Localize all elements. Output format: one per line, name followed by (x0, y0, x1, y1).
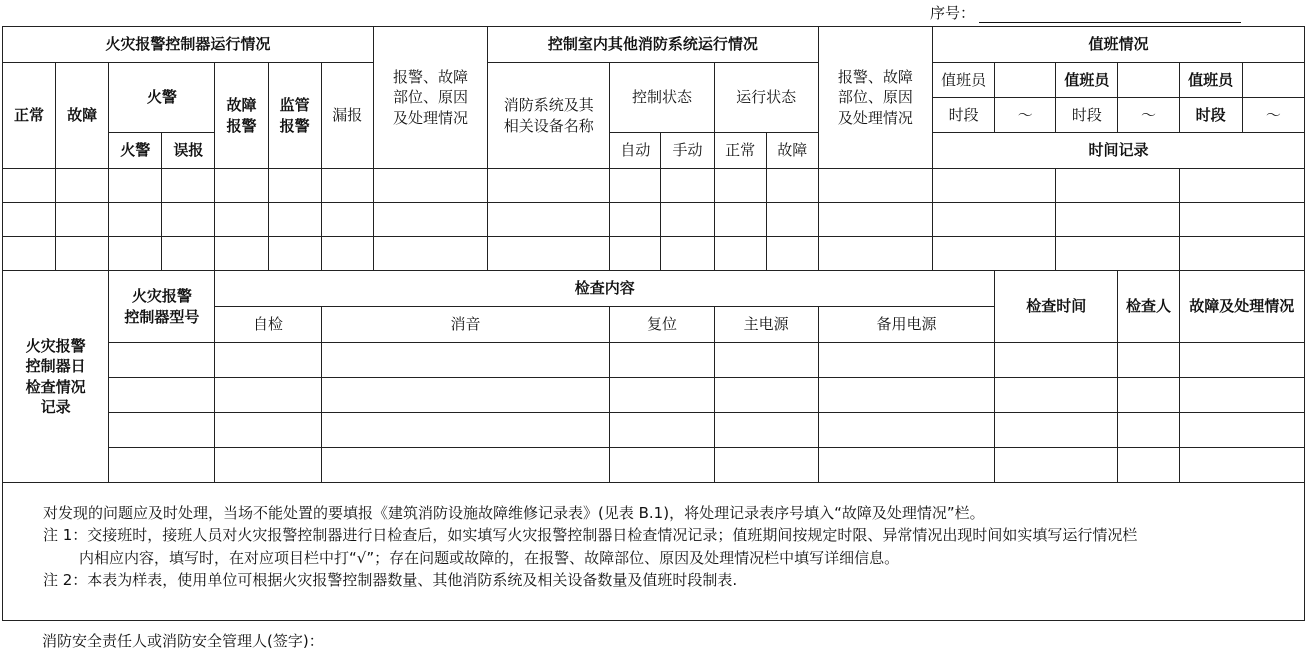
table-cell[interactable] (1179, 448, 1304, 483)
table-cell[interactable] (818, 203, 932, 237)
table-cell[interactable] (818, 413, 994, 448)
table-cell[interactable] (109, 203, 162, 237)
table-cell[interactable] (818, 448, 994, 483)
table-cell[interactable] (215, 203, 268, 237)
duty-person-input-1[interactable] (995, 63, 1056, 98)
table-cell[interactable] (162, 203, 215, 237)
table-cell[interactable] (933, 237, 1056, 271)
table-cell[interactable] (162, 169, 215, 203)
system-name-header: 消防系统及其 相关设备名称 (488, 63, 610, 169)
table-cell[interactable] (3, 203, 56, 237)
signature-label: 消防安全责任人或消防安全管理人(签字)： (42, 632, 324, 650)
supervise-alarm-header: 监管 报警 (268, 63, 321, 169)
table-cell[interactable] (1118, 448, 1179, 483)
table-cell[interactable] (610, 448, 714, 483)
table-row (3, 237, 1305, 271)
run-fault-subheader: 故障 (766, 133, 818, 169)
table-row (3, 448, 1305, 483)
table-cell[interactable] (109, 378, 215, 413)
table-cell[interactable] (321, 413, 610, 448)
fault-alarm-header: 故障 报警 (215, 63, 268, 169)
table-cell[interactable] (1118, 378, 1179, 413)
table-cell[interactable] (321, 169, 373, 203)
table-cell[interactable] (215, 343, 321, 378)
table-cell[interactable] (56, 237, 109, 271)
table-cell[interactable] (1118, 413, 1179, 448)
serial-label: 序号： (930, 4, 976, 22)
table-cell[interactable] (610, 378, 714, 413)
period-range-2[interactable]: ～ (1118, 98, 1179, 133)
note-2: 注 2：本表为样表，使用单位可根据火灾报警控制器数量、其他消防系统及相关设备数量及值班时段制表. (43, 570, 738, 589)
table-cell[interactable] (933, 169, 1056, 203)
serial-input-line[interactable] (979, 8, 1241, 23)
note-1: 注 1：交接班时，接班人员对火灾报警控制器进行日检查后，如实填写火灾报警控制器日检查情况记录；值班期间按规定时限、异常情况出现时间如实填写运行情况栏 (43, 526, 1138, 545)
table-cell[interactable] (373, 169, 487, 203)
table-cell[interactable] (714, 237, 766, 271)
duty-person-label-3: 值班员 (1179, 63, 1242, 98)
note-instruction: 对发现的问题应及时处理，当场不能处置的要填报《建筑消防设施故障维修记录表》(见表 B.1)，将处理记录表序号填入“故障及处理情况”栏。 (43, 504, 985, 522)
table-cell[interactable] (268, 169, 321, 203)
table-cell[interactable] (995, 378, 1118, 413)
table-cell[interactable] (56, 169, 109, 203)
table-cell[interactable] (162, 237, 215, 271)
serial-number (930, 2, 1241, 23)
table-cell[interactable] (373, 237, 487, 271)
fault-header: 故障 (56, 63, 109, 169)
table-cell[interactable] (215, 448, 321, 483)
fire-header: 火警 (109, 63, 215, 133)
table-cell[interactable] (818, 237, 932, 271)
duty-person-label-1: 值班员 (933, 63, 995, 98)
table-cell[interactable] (321, 237, 373, 271)
duty-person-input-2[interactable] (1118, 63, 1179, 98)
table-cell[interactable] (1179, 169, 1304, 203)
normal-header: 正常 (3, 63, 56, 169)
check-content-header: 检查内容 (215, 271, 995, 307)
run-state-header: 运行状态 (714, 63, 818, 133)
duty-person-label-2: 值班员 (1056, 63, 1118, 98)
table-cell[interactable] (1056, 203, 1179, 237)
table-cell[interactable] (714, 448, 818, 483)
table-cell[interactable] (766, 237, 818, 271)
table-cell[interactable] (488, 169, 610, 203)
table-cell[interactable] (321, 378, 610, 413)
table-cell[interactable] (268, 237, 321, 271)
period-label-1: 时段 (933, 98, 995, 133)
table-cell[interactable] (56, 203, 109, 237)
table-cell[interactable] (3, 237, 56, 271)
alarm-fault-info-header-2: 报警、故障 部位、原因 及处理情况 (818, 27, 932, 169)
table-cell[interactable] (661, 237, 714, 271)
table-cell[interactable] (714, 343, 818, 378)
table-cell[interactable] (3, 169, 56, 203)
table-cell[interactable] (1056, 237, 1179, 271)
table-cell[interactable] (373, 203, 487, 237)
main-power-header: 主电源 (714, 307, 818, 343)
table-cell[interactable] (1179, 203, 1304, 237)
fire-controller-status-header: 火灾报警控制器运行情况 (3, 27, 374, 63)
table-cell[interactable] (714, 203, 766, 237)
table-cell[interactable] (610, 169, 661, 203)
table-cell[interactable] (109, 448, 215, 483)
inspector-header: 检查人 (1118, 271, 1179, 343)
table-cell[interactable] (818, 169, 932, 203)
table-cell[interactable] (1056, 169, 1179, 203)
table-cell[interactable] (818, 343, 994, 378)
table-row (3, 169, 1305, 203)
table-cell[interactable] (109, 169, 162, 203)
table-cell[interactable] (109, 343, 215, 378)
table-cell[interactable] (1179, 378, 1304, 413)
table-cell[interactable] (714, 413, 818, 448)
table-row (3, 413, 1305, 448)
table-row (3, 343, 1305, 378)
daily-check-section-title: 火灾报警 控制器日 检查情况 记录 (3, 271, 109, 483)
table-cell[interactable] (1179, 237, 1304, 271)
table-cell[interactable] (714, 378, 818, 413)
control-state-header: 控制状态 (610, 63, 714, 133)
table-cell[interactable] (995, 343, 1118, 378)
run-normal-subheader: 正常 (714, 133, 766, 169)
table-cell[interactable] (321, 448, 610, 483)
table-cell[interactable] (933, 203, 1056, 237)
note-1-continued: 内相应内容，填写时，在对应项目栏中打“√”；存在问题或故障的，在报警、故障部位、原因及处理情况栏中填写详细信息。 (79, 548, 900, 567)
table-cell[interactable] (818, 378, 994, 413)
table-cell[interactable] (109, 237, 162, 271)
silence-header: 消音 (321, 307, 610, 343)
reset-header: 复位 (610, 307, 714, 343)
fire-alarm-subheader: 火警 (109, 133, 162, 169)
table-cell[interactable] (321, 203, 373, 237)
fault-handling-header: 故障及处理情况 (1179, 271, 1304, 343)
table-cell[interactable] (109, 413, 215, 448)
duty-status-header: 值班情况 (933, 27, 1305, 63)
table-cell[interactable] (766, 169, 818, 203)
table-cell[interactable] (714, 169, 766, 203)
auto-subheader: 自动 (610, 133, 661, 169)
time-record-header: 时间记录 (933, 133, 1305, 169)
alarm-fault-info-header-1: 报警、故障 部位、原因 及处理情况 (373, 27, 487, 169)
table-cell[interactable] (995, 413, 1118, 448)
table-cell[interactable] (610, 343, 714, 378)
manual-subheader: 手动 (661, 133, 714, 169)
table-row (3, 378, 1305, 413)
table-cell[interactable] (488, 237, 610, 271)
self-test-header: 自检 (215, 307, 321, 343)
period-range-1[interactable]: ～ (995, 98, 1056, 133)
period-label-2: 时段 (1056, 98, 1118, 133)
missed-alarm-header: 漏报 (321, 63, 373, 169)
notes-section (3, 483, 1305, 621)
table-cell[interactable] (661, 169, 714, 203)
table-cell[interactable] (321, 343, 610, 378)
table-cell[interactable] (215, 169, 268, 203)
period-range-3[interactable]: ～ (1242, 98, 1304, 133)
table-cell[interactable] (268, 203, 321, 237)
table-cell[interactable] (215, 378, 321, 413)
table-cell[interactable] (215, 237, 268, 271)
fire-control-room-duty-record-form (2, 26, 1305, 621)
table-cell[interactable] (610, 203, 661, 237)
false-alarm-subheader: 误报 (162, 133, 215, 169)
table-row (3, 203, 1305, 237)
backup-power-header: 备用电源 (818, 307, 994, 343)
table-cell[interactable] (215, 413, 321, 448)
table-cell[interactable] (995, 448, 1118, 483)
table-cell[interactable] (1179, 413, 1304, 448)
duty-person-input-3[interactable] (1242, 63, 1304, 98)
table-cell[interactable] (661, 203, 714, 237)
table-cell[interactable] (1179, 343, 1304, 378)
other-systems-header: 控制室内其他消防系统运行情况 (488, 27, 819, 63)
table-cell[interactable] (610, 237, 661, 271)
period-label-3: 时段 (1179, 98, 1242, 133)
table-cell[interactable] (1118, 343, 1179, 378)
table-cell[interactable] (488, 203, 610, 237)
table-cell[interactable] (610, 413, 714, 448)
controller-model-header: 火灾报警 控制器型号 (109, 271, 215, 343)
check-time-header: 检查时间 (995, 271, 1118, 343)
table-cell[interactable] (766, 203, 818, 237)
